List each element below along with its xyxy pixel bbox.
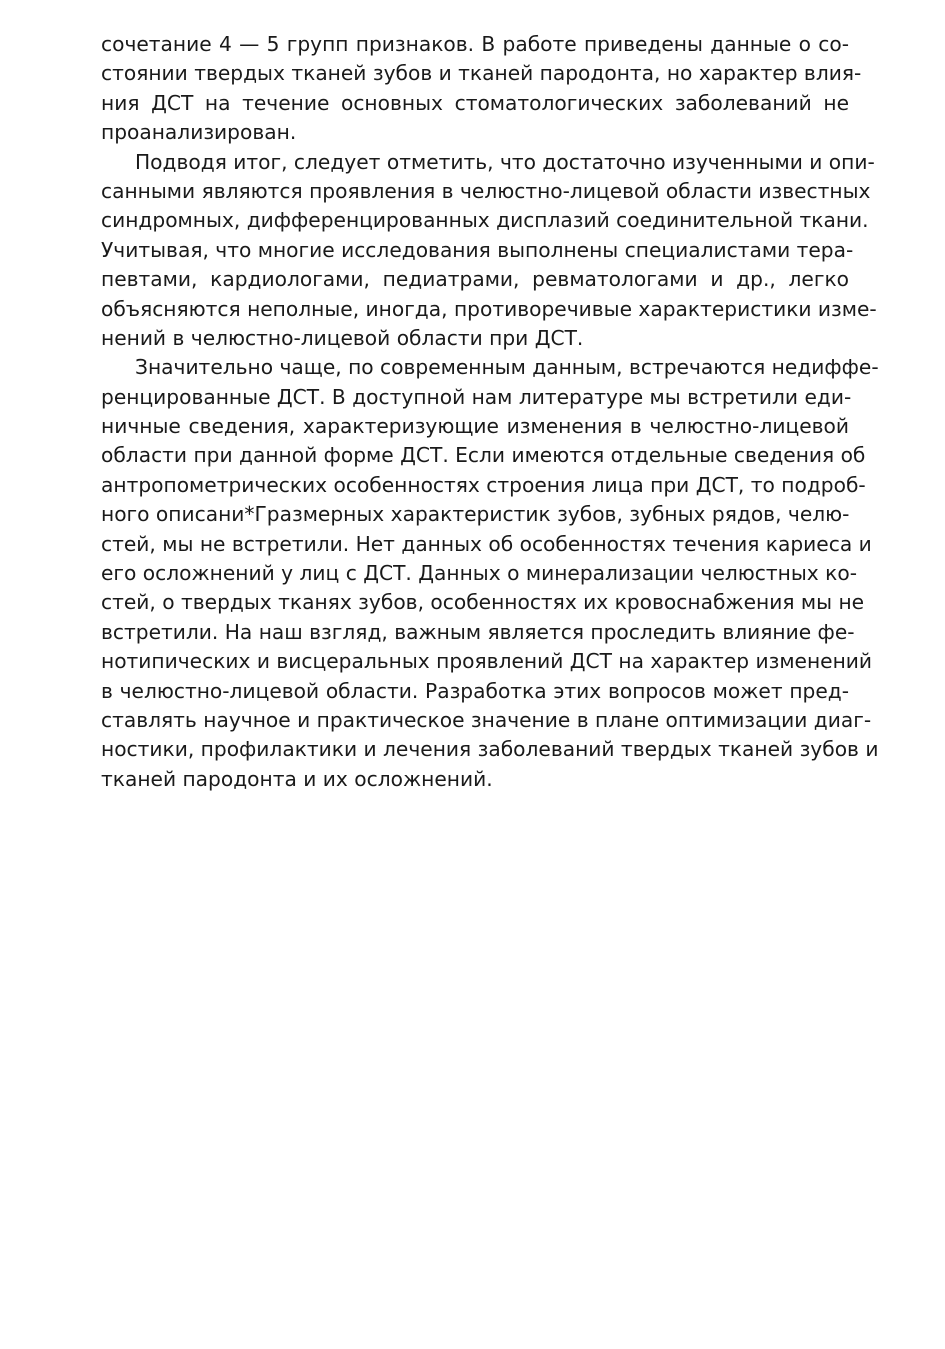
text-line: области при данной форме ДСТ. Если имеются отдельные сведения об — [101, 443, 866, 468]
text-line: ничные сведения, характеризующие изменения в челюстно-лицевой — [101, 414, 849, 439]
text-line: ренцированные ДСТ. В доступной нам литературе мы встретили еди- — [101, 384, 852, 409]
text-line: санными являются проявления в челюстно-лицевой области известных — [101, 178, 871, 203]
text-line: стей, о твердых тканях зубов, особенностях их кровоснабжения мы не — [101, 590, 865, 615]
text-line: ного описани*Гразмерных характеристик зубов, зубных рядов, челю- — [101, 502, 850, 527]
text-line: его осложнений у лиц с ДСТ. Данных о минерализации челюстных ко- — [101, 561, 857, 586]
text-line: проанализирован. — [101, 120, 297, 145]
text-line: встретили. На наш взгляд, важным является проследить влияние фе- — [101, 619, 855, 644]
text-line: нений в челюстно-лицевой области при ДСТ. — [101, 325, 584, 350]
text-line: антропометрических особенностях строения лица при ДСТ, то подроб- — [101, 472, 866, 497]
text-line: нотипических и висцеральных проявлений ДСТ на характер изменений — [101, 649, 873, 674]
text-line: синдромных, дифференцированных дисплазий соединительной ткани. — [101, 208, 869, 233]
text-line: в челюстно-лицевой области. Разработка этих вопросов может пред- — [101, 678, 849, 703]
paragraph-1 — [101, 30, 862, 148]
document-page — [101, 30, 879, 794]
text-line: тканей пародонта и их осложнений. — [101, 766, 493, 791]
paragraph-2 — [101, 148, 877, 354]
text-line: ния ДСТ на течение основных стоматологических заболеваний не — [101, 90, 849, 115]
text-line: ставлять научное и практическое значение в плане оптимизации диаг- — [101, 707, 872, 732]
text-line: Учитывая, что многие исследования выполнены специалистами тера- — [101, 237, 854, 262]
text-line: стей, мы не встретили. Нет данных об особенностях течения кариеса и — [101, 531, 872, 556]
text-line: Подводя итог, следует отметить, что достаточно изученными и опи- — [135, 149, 875, 174]
text-line: Значительно чаще, по современным данным, встречаются недиффе- — [135, 355, 879, 380]
text-line: сочетание 4 — 5 групп признаков. В работе приведены данные о со- — [101, 32, 849, 56]
text-line: объясняются неполные, иногда, противоречивые характеристики изме- — [101, 296, 877, 321]
text-line: певтами, кардиологами, педиатрами, ревматологами и др., легко — [101, 267, 849, 292]
text-line: стоянии твердых тканей зубов и тканей пародонта, но характер влия- — [101, 61, 862, 86]
text-line: ностики, профилактики и лечения заболеваний твердых тканей зубов и — [101, 737, 879, 762]
paragraph-3 — [101, 353, 879, 794]
